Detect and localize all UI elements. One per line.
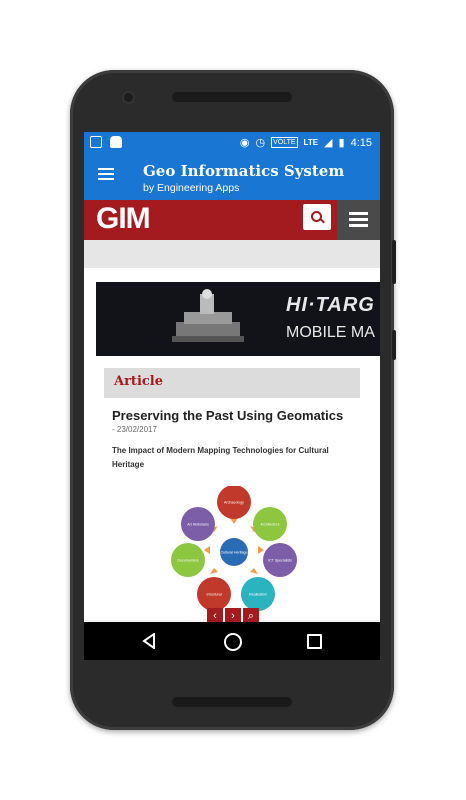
diagram-node-label: ICT Specialists	[268, 558, 292, 563]
hotspot-icon: ◉	[239, 137, 250, 149]
network-type: LTE	[303, 138, 319, 147]
diagram-node-label: Realisation	[249, 592, 267, 597]
alarm-icon: ◷	[255, 137, 266, 149]
diagram-center	[220, 538, 248, 566]
bottom-speaker	[172, 697, 292, 707]
hamburger-icon[interactable]	[98, 168, 114, 180]
diagram-node	[263, 543, 297, 577]
app-bar	[84, 154, 380, 200]
diagram-node	[253, 507, 287, 541]
prev-page-button[interactable]: ‹	[207, 608, 223, 624]
web-content	[84, 268, 380, 620]
android-icon	[110, 136, 122, 148]
diagram-center-label: Cultural Heritage	[220, 550, 248, 555]
article-date: - 23/02/2017	[112, 425, 157, 434]
diagram-node	[171, 543, 205, 577]
recents-icon[interactable]	[307, 634, 322, 649]
zoom-button[interactable]: ⌕	[243, 608, 259, 624]
front-camera	[124, 93, 133, 102]
article-lead: The Impact of Modern Mapping Technologies for Cultural Heritage	[112, 446, 329, 469]
system-navigation-bar	[84, 622, 380, 660]
app-subtitle: by Engineering Apps	[143, 182, 240, 194]
diagram-node-label: Archaeology	[224, 500, 244, 505]
home-icon[interactable]	[224, 633, 242, 651]
banner-brand: HI·TARG	[286, 294, 375, 316]
diagram-node-label: Documenters	[177, 558, 199, 563]
search-icon[interactable]	[303, 204, 331, 230]
status-bar	[84, 132, 380, 154]
diagram-node	[197, 577, 231, 611]
scanner-machine-image	[170, 286, 246, 348]
section-label: Article	[114, 374, 164, 389]
clock: 4:15	[350, 136, 372, 149]
earpiece-speaker	[172, 92, 292, 102]
diagram-node	[241, 577, 275, 611]
section-header	[104, 368, 360, 398]
site-logo[interactable]: GIM	[96, 202, 150, 235]
diagram-node-label: Structural	[206, 592, 222, 597]
volte-badge: VOLTE	[273, 139, 296, 146]
battery-icon: ▮	[338, 137, 345, 149]
back-icon[interactable]	[142, 633, 156, 649]
diagram-node	[217, 486, 251, 519]
site-header	[84, 200, 380, 240]
next-page-button[interactable]: ›	[225, 608, 241, 624]
signal-icon: ◢	[324, 137, 333, 149]
app-title: Geo Informatics System	[143, 162, 345, 180]
diagram-node	[181, 507, 215, 541]
power-button	[392, 330, 396, 360]
cultural-heritage-diagram	[154, 486, 314, 620]
banner-tagline: MOBILE MA	[286, 324, 375, 341]
sub-navigation-strip	[84, 240, 380, 268]
menu-icon[interactable]	[337, 200, 380, 240]
image-icon	[90, 136, 102, 148]
volume-button	[392, 240, 396, 284]
diagram-node-label: Art Historians	[187, 522, 209, 527]
diagram-node-label: Architecture	[260, 522, 280, 527]
screen	[84, 132, 380, 660]
article-title[interactable]: Preserving the Past Using Geomatics	[112, 408, 344, 423]
ad-banner[interactable]	[96, 282, 380, 356]
